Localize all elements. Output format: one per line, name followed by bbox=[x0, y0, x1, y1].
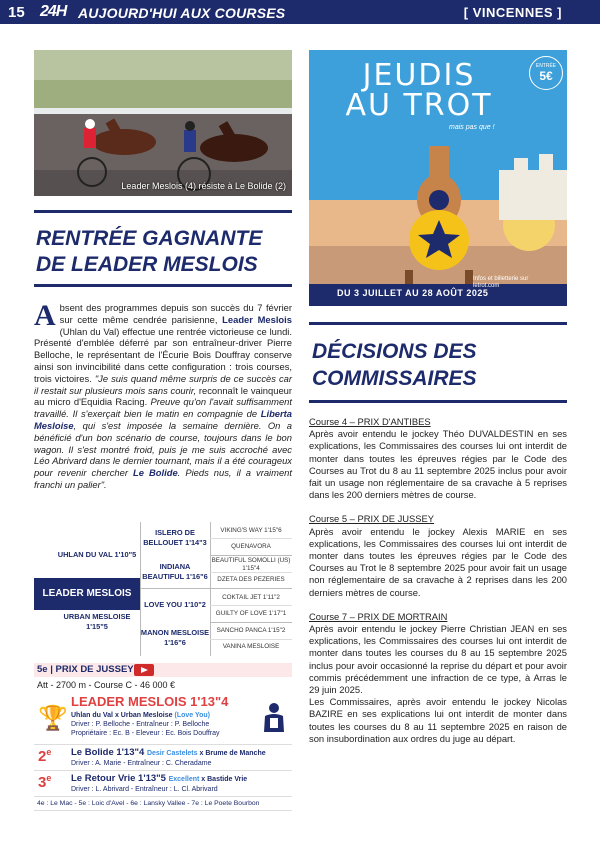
winner-driver: Driver : P. Belloche - Entraîneur : P. Belloche bbox=[71, 721, 210, 728]
article-title: RENTRÉE GAGNANTE DE LEADER MESLOIS bbox=[36, 227, 263, 276]
third-place bbox=[34, 770, 292, 796]
race-photo bbox=[34, 50, 292, 196]
pedigree-dam: URBAN MESLOISE 1'15"5 bbox=[63, 612, 131, 631]
decisions-body bbox=[309, 416, 567, 757]
decision-item bbox=[309, 611, 567, 745]
pedigree-grandsire: LOVE YOU 1'10"2 bbox=[144, 600, 206, 609]
divider bbox=[34, 210, 292, 213]
body-text: (Uhlan du Val) effectue une rentrée victorieuse ce lundi. Présenté d'emblée déferré par son entraîneur-driver Pierre Belloche, le représentant de l'Écurie Bois Douffray conserve ainsi son invincibilité dans cette configuration : trois courses, trois victoires. bbox=[34, 325, 292, 384]
pedigree-ancestor: DZETA DES PEZERIES bbox=[217, 576, 285, 583]
pedigree-sire: UHLAN DU VAL 1'10"5 bbox=[57, 550, 137, 559]
winner-name: LEADER MESLOIS 1'13"4 bbox=[71, 694, 229, 709]
decision-case: Course 5 – PRIX DE JUSSEY bbox=[309, 513, 435, 525]
horse-name: Le Retour Vrie 1'13"5 Excellent x Bastide Vrie bbox=[71, 773, 248, 784]
race-header bbox=[34, 663, 292, 677]
jockey-silks-icon bbox=[262, 702, 286, 734]
winner-pedigree: Uhlan du Val x Urban Mesloise (Love You) bbox=[71, 712, 211, 719]
ad-title-line1: JEUDIS bbox=[362, 58, 476, 93]
race-name: 5e | PRIX DE JUSSEY bbox=[37, 664, 134, 675]
quote: . Pieds nus, il a vraiment franchi un palier". bbox=[34, 467, 292, 490]
pedigree-ancestor: BEAUTIFUL SOMOLLI (US) 1'15"4 bbox=[211, 557, 291, 572]
decision-item bbox=[309, 416, 567, 501]
pedigree-ancestor: QUENAVORA bbox=[231, 543, 271, 550]
decision-item bbox=[309, 513, 567, 598]
second-place bbox=[34, 744, 292, 770]
decision-case: Course 4 – PRIX D'ANTIBES bbox=[309, 416, 431, 427]
quote: , qui s'est imposée la semaine dernière. On a bénéficié d'un bon scénario de course, toujours dans le bon wagon. Il s'est montré froid, puis je me suis accroché avec Léo Abrivard dans le dernier tournant, mais il a été courageux pour revenir chercher bbox=[34, 419, 292, 479]
logo: 24H bbox=[40, 3, 67, 20]
section-title: AUJOURD'HUI AUX COURSES bbox=[78, 5, 286, 21]
advertisement[interactable] bbox=[309, 50, 567, 306]
horse-name: Leader Meslois bbox=[222, 313, 292, 325]
article-body bbox=[34, 299, 293, 491]
decision-case: Course 7 – PRIX DE MORTRAIN bbox=[309, 610, 448, 622]
decision-text: Après avoir entendu le jockey Pierre Christian JEAN en ses explications, les Commissaires des courses lui ont interdit de monter dans toutes les courses du 8 au 15 septembre 2025 inclus pour avoir occasionné la reprise du départ et pour avoir commis précédemment une infraction de ce type, à Arras le 29 juin 2025. bbox=[309, 623, 567, 696]
ad-price-badge bbox=[529, 56, 563, 90]
divider bbox=[309, 322, 567, 325]
decision-text: Les Commissaires, après avoir entendu le jockey Nicolas BAZIRE en ses explications lui ont interdit de monter dans toutes les courses du 8 au 11 septembre 2025 en raison de son insubordination aux ordres du juge au départ. bbox=[309, 696, 567, 744]
pedigree-table bbox=[34, 522, 292, 656]
quote: "Je suis quand même surpris de ce succès car il restait sur plusieurs mois sans courir, bbox=[34, 372, 292, 396]
pedigree-ancestor: COKTAIL JET 1'11"2 bbox=[222, 594, 280, 601]
winner-block bbox=[34, 694, 292, 744]
drop-cap: A bbox=[34, 299, 56, 332]
body-text: bsent des programmes depuis son succès du 7 février sur cette même cendrée parisienne, bbox=[59, 302, 292, 325]
horse-name: Liberta Mesloise bbox=[34, 408, 292, 431]
other-placings: 4e : Le Mac - 5e : Loic d'Avel - 6e : Lansky Vallee - 7e : Le Poete Bourbon bbox=[34, 796, 292, 811]
quote: Preuve qu'on l'avait suffisamment travaillé. Il s'exerçait bien le matin en compagnie de bbox=[34, 396, 293, 420]
race-photo-image bbox=[34, 50, 292, 196]
horse-name: Le Bolide 1'13"4 Desir Castelets x Brume de Manche bbox=[71, 747, 266, 758]
driver-info: Driver : A. Marie - Entraîneur : C. Cheradame bbox=[71, 760, 212, 767]
photo-caption: Leader Meslois (4) résiste à Le Bolide (2) bbox=[121, 181, 286, 191]
decision-text: Après avoir entendu le jockey Alexis MARIE en ses explications, les Commissaires des courses lui ont interdit de monter dans toutes les épreuves régies par le Code des Courses au Trot le 8 septembre 2025 pour avoir fait un usage non réglementaire de sa cravache à 2 reprises dans les 200 derniers mètres de course. bbox=[309, 525, 567, 598]
pedigree-ancestor: VIKING'S WAY 1'15"6 bbox=[220, 527, 282, 534]
play-video-icon[interactable] bbox=[134, 664, 154, 676]
page-number: 15 bbox=[8, 4, 25, 21]
ad-info: Infos et billetterie sur letrot.com bbox=[473, 276, 529, 289]
horse-name: Le Bolide bbox=[133, 467, 178, 479]
driver-info: Driver : L. Abrivard - Entraîneur : L. Cl. Abrivard bbox=[71, 786, 218, 793]
pedigree-granddam: INDIANA BEAUTIFUL 1'16"6 bbox=[142, 562, 208, 581]
pedigree-horse: LEADER MESLOIS bbox=[34, 578, 140, 610]
position: 3e bbox=[38, 773, 52, 791]
ad-tagline: mais pas que ! bbox=[449, 124, 495, 131]
ad-dates: DU 3 JUILLET AU 28 AOÛT 2025 bbox=[337, 288, 489, 298]
position: 2e bbox=[38, 747, 52, 765]
page-header bbox=[0, 0, 600, 24]
body-text: reconnaît le vainqueur au micro d'Equidia Racing. bbox=[34, 384, 292, 408]
pedigree-ancestor: VANINA MESLOISE bbox=[222, 643, 280, 650]
pedigree-grandsire: ISLERO DE BELLOUET 1'14"3 bbox=[143, 528, 207, 547]
trophy-icon: 🏆 bbox=[38, 705, 68, 732]
divider bbox=[34, 284, 292, 287]
winner-owner: Propriétaire : Ec. B - Eleveur : Ec. Bois Douffray bbox=[71, 730, 220, 737]
ad-price-label: ENTRÉE bbox=[535, 63, 557, 69]
ad-title-line2: AU TROT bbox=[345, 88, 493, 123]
decision-text: Après avoir entendu le jockey Théo DUVALDESTIN en ses explications, les Commissaires des courses lui ont interdit de monter dans toutes les épreuves régies par le Code des Courses au Trot du 8 au 11 septembre 2025 inclus pour avoir fait un usage non réglementaire de sa cravache à 5 reprises dans les 200 derniers mètres de course. bbox=[309, 428, 567, 501]
decisions-title: DÉCISIONS DES COMMISSAIRES bbox=[312, 340, 477, 390]
section-tag: [ VINCENNES ] bbox=[463, 5, 562, 20]
pedigree-granddam: MANON MESLOISE 1'16"6 bbox=[140, 628, 210, 647]
race-conditions: Att - 2700 m - Course C - 46 000 € bbox=[37, 680, 176, 690]
pedigree-ancestor: SANCHO PANCA 1'15"2 bbox=[216, 627, 286, 634]
divider bbox=[309, 400, 567, 403]
ad-price: 5€ bbox=[539, 69, 553, 83]
pedigree-ancestor: GUILTY OF LOVE 1'17"1 bbox=[215, 610, 287, 617]
race-result bbox=[34, 663, 292, 811]
